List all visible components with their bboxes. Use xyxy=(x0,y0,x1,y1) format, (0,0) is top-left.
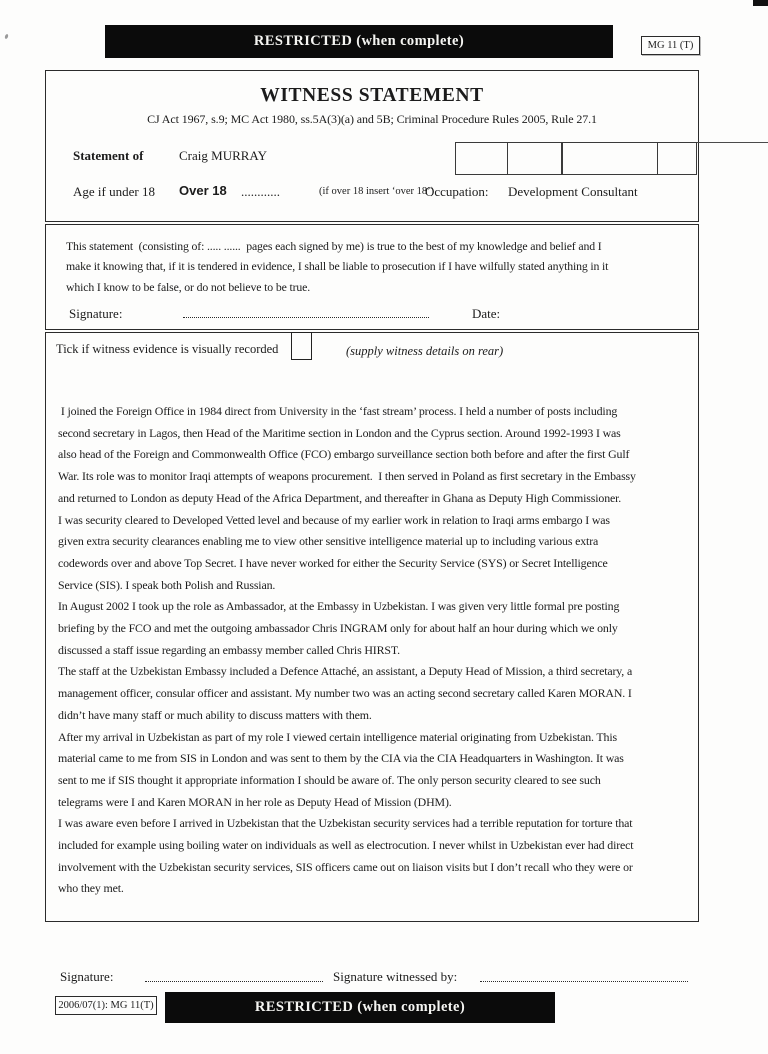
occupation-value: Development Consultant xyxy=(508,184,638,199)
text-line: sent to me if SIS thought it appropriate information I should be aware of. The only person security cleared to see such xyxy=(58,772,601,787)
top-restricted-label: RESTRICTED (when complete) xyxy=(253,33,465,49)
visually-recorded-checkbox xyxy=(291,332,312,360)
text-line: briefing by the FCO and met the outgoing ambassador Chris INGRAM only for about half an hour during which we only xyxy=(58,621,618,636)
footer-witnessed-dotted-line xyxy=(480,969,688,982)
scan-corner-artifact xyxy=(753,0,768,6)
date-label: Date: xyxy=(471,306,501,321)
text-line: material came to me from SIS in London and was sent to them by the CIA via the CIA Headquarters in Washington. It was xyxy=(58,751,624,766)
bottom-restricted-label: RESTRICTED (when complete) xyxy=(254,999,466,1015)
statute-subtitle: CJ Act 1967, s.9; MC Act 1980, ss.5A(3)(a) and 5B; Criminal Procedure Rules 2005, Rule 27.1 xyxy=(147,112,597,126)
text-line: After my arrival in Uzbekistan as part of my role I viewed certain intelligence material originating from Uzbekistan. This xyxy=(58,729,617,744)
text-line: which I know to be false, or do not believe to be true. xyxy=(66,279,311,294)
text-line: second secretary in Lagos, then Head of the Maritime section in London and the Cyprus section. Around 1992-1993 I was xyxy=(58,425,621,440)
declaration-section xyxy=(45,224,699,330)
urn-cell xyxy=(507,142,563,175)
text-line: involvement with the Uzbekistan security services, SIS officers came out on liaison visits but I don’t recall who they were or xyxy=(58,859,633,874)
footer-code-box xyxy=(55,996,157,1015)
form-code-label: MG 11 (T) xyxy=(647,40,694,51)
urn-cell xyxy=(657,142,697,175)
footer-code-label: 2006/07(1): MG 11(T) xyxy=(58,1000,154,1011)
text-line: management officer, consular officer and assistant. My number two was an acting second secretary called Karen MORAN. I xyxy=(58,686,632,701)
signature-dotted-line xyxy=(183,305,429,318)
age-dots: ............ xyxy=(241,184,280,199)
age-value: Over 18 xyxy=(179,183,227,198)
page-title: WITNESS STATEMENT xyxy=(260,85,484,106)
urn-cell-strip xyxy=(455,142,697,175)
text-line: I joined the Foreign Office in 1984 direct from University in the ‘fast stream’ process. I held a number of posts including xyxy=(58,404,618,418)
urn-cell xyxy=(561,142,658,175)
text-line: codewords over and above Top Secret. I have never worked for either the Security Service (SYS) or Secret Intelligence xyxy=(58,555,608,570)
text-line: Service (SIS). I speak both Polish and Russian. xyxy=(58,577,276,592)
statement-body-text xyxy=(58,401,636,900)
text-line: included for example using boiling water on individuals as well as electrocution. I never whilst in Uzbekistan ever had direct xyxy=(58,838,634,853)
declaration-text xyxy=(66,236,608,297)
text-line: and returned to London as deputy Head of the Africa Department, and thereafter in Ghana as Deputy High Commissioner. xyxy=(58,490,622,505)
text-line: I was security cleared to Developed Vetted level and because of my earlier work in relation to Iraqi arms embargo I was xyxy=(58,512,610,527)
text-line: also head of the Foreign and Commonwealth Office (FCO) embargo surveillance section both before and after the first Gulf xyxy=(58,447,630,462)
bottom-restricted-banner xyxy=(165,992,555,1023)
footer-signature-dotted-line xyxy=(145,969,323,982)
footer-witnessed-label: Signature witnessed by: xyxy=(333,969,458,984)
text-line: make it knowing that, if it is tendered in evidence, I shall be liable to prosecution if I have wilfully stated anything in it xyxy=(66,259,609,274)
text-line: didn’t have many staff or much ability to discuss matters with them. xyxy=(58,707,372,722)
text-line: I was aware even before I arrived in Uzbekistan that the Uzbekistan security services had a terrible reputation for torture that xyxy=(58,816,633,831)
urn-cell xyxy=(455,142,508,175)
scan-speck-artifact xyxy=(4,34,9,40)
age-label: Age if under 18 xyxy=(73,184,155,199)
signature-label: Signature: xyxy=(69,306,123,321)
text-line: This statement (consisting of: ..... ...... pages each signed by me) is true to the best of my knowledge and belief and I xyxy=(66,239,602,253)
age-hint: (if over 18 insert ‘over 18’) xyxy=(319,186,435,197)
text-line: In August 2002 I took up the role as Ambassador, at the Embassy in Uzbekistan. I was given very little formal pre posting xyxy=(58,599,620,614)
declaration-signature-row xyxy=(69,305,500,322)
witness-name-value: Craig MURRAY xyxy=(179,148,268,163)
statement-of-label: Statement of xyxy=(73,148,144,163)
tick-row-label: Tick if witness evidence is visually recorded xyxy=(56,342,279,356)
top-restricted-banner xyxy=(105,25,613,58)
urn-extension-line xyxy=(697,142,768,143)
text-line: War. Its role was to monitor Iraqi attempts of weapons procurement. I then served in Poland as first secretary in the Embassy xyxy=(58,469,636,484)
text-line: telegrams were I and Karen MORAN in her role as Deputy Head of Mission (DHM). xyxy=(58,794,452,809)
text-line: given extra security clearances enabling me to view other sensitive intelligence material up to including various extra xyxy=(58,534,599,549)
text-line: The staff at the Uzbekistan Embassy included a Defence Attaché, an assistant, a Deputy Head of Mission, a third secretary, a xyxy=(58,664,633,679)
form-code-box xyxy=(641,36,700,55)
text-line: discussed a staff issue regarding an embassy member called Chris HIRST. xyxy=(58,642,400,657)
statement-section xyxy=(45,332,699,922)
occupation-label: Occupation: xyxy=(425,184,489,199)
text-line: who they met. xyxy=(58,881,124,896)
footer-signature-label: Signature: xyxy=(60,969,114,984)
tick-row-hint: (supply witness details on rear) xyxy=(346,344,504,358)
